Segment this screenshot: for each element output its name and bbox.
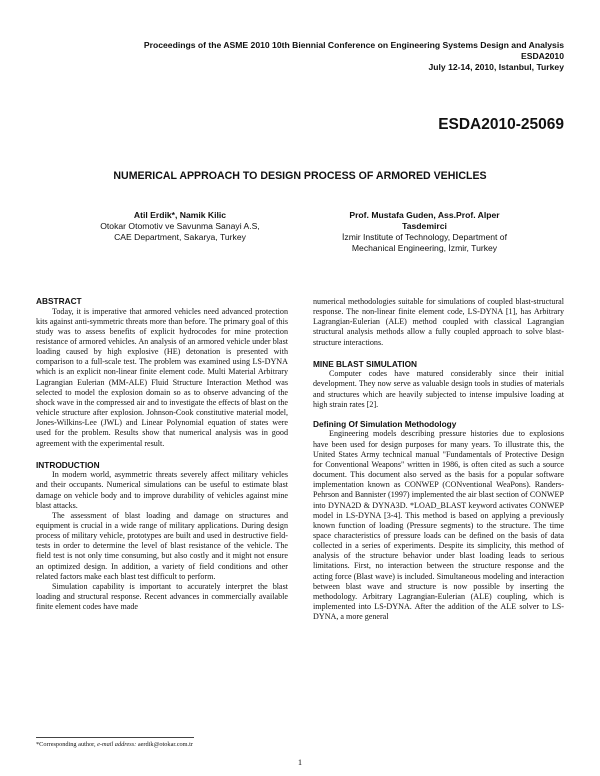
page-number: 1 bbox=[297, 757, 303, 767]
footnote-divider bbox=[36, 737, 194, 738]
mine-blast-heading: MINE BLAST SIMULATION bbox=[313, 358, 418, 369]
author-block-left bbox=[60, 210, 300, 243]
affiliation-left-1: Otokar Otomotiv ve Savunma Sanayi A.S, bbox=[100, 221, 260, 231]
methodology-paragraph: Engineering models describing pressure histories due to explosions have been used for design purposes for many years. To illustrate this, the United States Army technical manual "Fundamentals of Protective Design for Conventional Weapons" written in 1986, is often cited as such a source document. This document also served as the basis for a popular software implementation known as CONWEP (CONventional WeaPons). Randers-Pehrson and Bannister (1997) implemented the air blast section of CONWEP into DYNA2D & DYNA3D. *LOAD_BLAST keyword activates CONWEP model in LS-DYNA [3-4]. This method is based on applying a previously known function of loading (Pressure segments) to the structure. The time space characteristics of pressure loads can be defined on the basis of data collected in a series of experiments. Despite its simplicity, this method of analysis of the structure behavior under blast loading leads to serious limitations. First, no interaction between the structure response and the acting force (Blast wave) is included. Simultaneous modeling and interaction between blast wave and structure is now possible by inserting the methodology. Arbitrary Lagrangian-Eulerian (ALE) coupling, which is implemented into LS-DYNA. After the addition of the ALE solver to LS-DYNA, a more general bbox=[313, 429, 564, 622]
author-names-right-2: Tasdemirci bbox=[402, 221, 447, 231]
abstract-text: Today, it is imperative that armored vehicles need advanced protection kits against anti-symmetric threats more than before. The primary goal of this study was to assess benefits of explicit hydrocodes for mine protection resistance of armored vehicles. An analysis of an armored vehicle under blast loading caused by high explosive (HE) detonation is presented with comparison to a full-scale test. The problem was examined using LS-DYNA which is an explicit non-linear finite element code. Multi Material Arbitrary Lagrangian Eulerian (MM-ALE) Fluid Structure Interaction Method was selected to model the explosion domain so as to observe advancing of the shock wave in the compressed air and to investigate the effects of blast on the vehicle structure after explosion. Johnson-Cook constitutive material model, Jones-Wilkins-Lee (JWL) and Linear Polynomial equation of states were used for the problem. Results show that numerical analysis was in good agreement with the experimental result. bbox=[36, 306, 288, 448]
introduction-heading: INTRODUCTION bbox=[36, 459, 100, 470]
affiliation-left-2: CAE Department, Sakarya, Turkey bbox=[114, 232, 246, 242]
introduction-paragraph-2: The assessment of blast loading and damage on structures and equipment is crucial in a wide range of military applications. During design process of military vehicle, prototypes are built and used in destructive field-tests in order to determine the level of blast resistance of the vehicle. The field test is not only time consuming, but also costly and it might not ensure an optimized design. In addition, a variety of field conditions and other related factors make each blast test difficult to perform. bbox=[36, 510, 288, 581]
author-names-left: Atil Erdik*, Namik Kilic bbox=[133, 210, 227, 220]
affiliation-right-2: Mechanical Engineering, İzmir, Turkey bbox=[351, 243, 498, 253]
conference-code: ESDA2010 bbox=[521, 51, 564, 61]
footnote-email: aerdik@otokar.com.tr bbox=[137, 741, 193, 748]
left-column bbox=[36, 296, 288, 612]
introduction-paragraph-1: In modern world, asymmetric threats severely affect military vehicles and their occupants. Numerical simulations can be useful to estimate blast damage on vehicle body and to improve durability of vehicles against mine blast attacks. bbox=[36, 470, 288, 510]
abstract-heading: ABSTRACT bbox=[36, 296, 82, 306]
proceedings-line: Proceedings of the ASME 2010 10th Biennial Conference on Engineering Systems Design and Analysis bbox=[143, 40, 564, 50]
footnote-label: *Corresponding author, bbox=[36, 741, 96, 748]
author-block-right bbox=[302, 210, 547, 254]
footnote-email-label: e-mail address: bbox=[97, 741, 137, 748]
affiliation-right-1: İzmir Institute of Technology, Department of bbox=[342, 232, 507, 242]
footnote bbox=[36, 741, 193, 748]
continuation-paragraph: numerical methodologies suitable for simulations of coupled blast-structural response. The non-linear finite element code, LS-DYNA [1], has Arbitrary Lagrangian-Eulerian (ALE) method coupled with classical Lagrangian structural analysis methods allow a fully coupled approach to solve blast-structure interactions. bbox=[313, 297, 564, 347]
paper-id: ESDA2010-25069 bbox=[438, 116, 564, 133]
right-column bbox=[313, 297, 564, 622]
conference-date-location: July 12-14, 2010, Istanbul, Turkey bbox=[428, 62, 564, 72]
methodology-heading: Defining Of Simulation Methodology bbox=[313, 418, 457, 429]
introduction-paragraph-3: Simulation capability is important to accurately interpret the blast loading and structural response. Recent advances in commercially available finite element codes have made bbox=[36, 581, 288, 612]
paper-title: NUMERICAL APPROACH TO DESIGN PROCESS OF ARMORED VEHICLES bbox=[113, 170, 487, 182]
mine-blast-paragraph: Computer codes have matured considerably since their initial development. They now serve as valuable design tools in studies of materials and structures which are heavily subjected to intense impulsive loading at high strain rates [2]. bbox=[313, 369, 564, 409]
author-names-right-1: Prof. Mustafa Guden, Ass.Prof. Alper bbox=[349, 210, 500, 220]
conference-header bbox=[44, 40, 564, 73]
